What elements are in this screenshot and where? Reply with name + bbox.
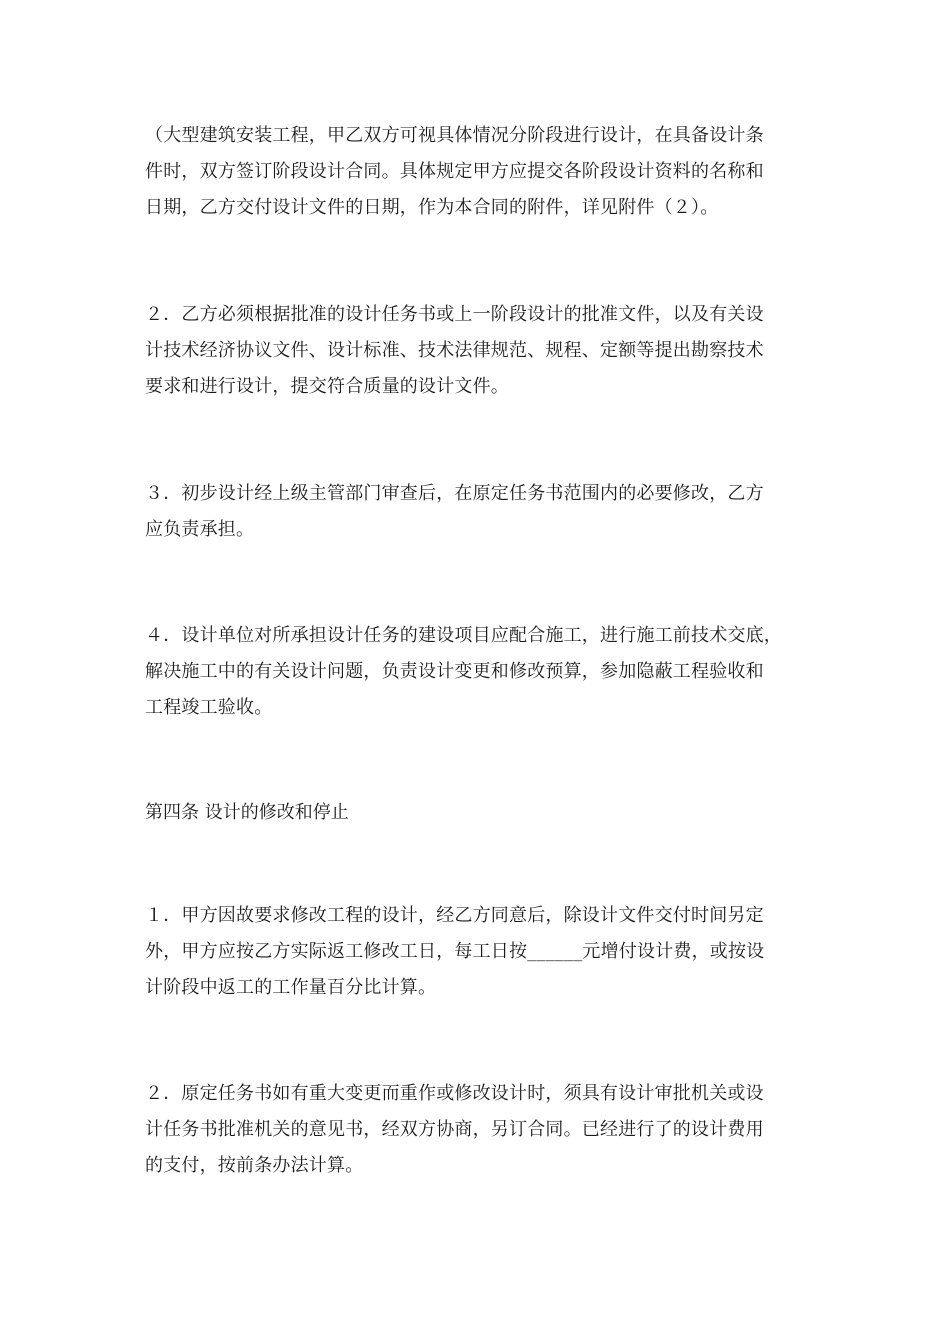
text-line: 计阶段中返工的工作量百分比计算。 bbox=[145, 977, 437, 998]
text-line: ２．乙方必须根据批准的设计任务书或上一阶段设计的批准文件，以及有关设 bbox=[145, 304, 764, 325]
text-line: 计技术经济协议文件、设计标准、技术法律规范、规程、定额等提出勘察技术 bbox=[145, 340, 764, 361]
text-line: 的支付，按前条办法计算。 bbox=[145, 1155, 364, 1176]
text-line: 要求和进行设计，提交符合质量的设计文件。 bbox=[145, 376, 509, 397]
text-line: 应负责承担。 bbox=[145, 519, 255, 540]
paragraph-clause-3 bbox=[145, 476, 815, 548]
paragraph-modification-1 bbox=[145, 898, 815, 1006]
paragraph-modification-2 bbox=[145, 1076, 815, 1184]
section-heading: 第四条 设计的修改和停止 bbox=[145, 802, 349, 823]
text-line: ２．原定任务书如有重大变更而重作或修改设计时，须具有设计审批机关或设 bbox=[145, 1083, 764, 1104]
text-line: 解决施工中的有关设计问题，负责设计变更和修改预算，参加隐蔽工程验收和 bbox=[145, 661, 764, 682]
paragraph-clause-2 bbox=[145, 297, 815, 405]
text-line: 计任务书批准机关的意见书，经双方协商，另订合同。已经进行了的设计费用 bbox=[145, 1119, 764, 1140]
text-line: 件时，双方签订阶段设计合同。具体规定甲方应提交各阶段设计资料的名称和 bbox=[145, 161, 764, 182]
text-line: 工程竣工验收。 bbox=[145, 697, 273, 718]
paragraph-clause-4 bbox=[145, 618, 815, 726]
text-line: １．甲方因故要求修改工程的设计，经乙方同意后，除设计文件交付时间另定 bbox=[145, 905, 764, 926]
paragraph-design-stages bbox=[145, 118, 815, 226]
text-line: （大型建筑安装工程，甲乙双方可视具体情况分阶段进行设计，在具备设计条 bbox=[145, 125, 764, 146]
text-line: ４．设计单位对所承担设计任务的建设项目应配合施工，进行施工前技术交底， bbox=[145, 625, 782, 646]
text-line: ３．初步设计经上级主管部门审查后，在原定任务书范围内的必要修改，乙方 bbox=[145, 483, 764, 504]
text-line: 外，甲方应按乙方实际返工修改工日，每工日按______元增付设计费，或按设 bbox=[145, 941, 765, 962]
text-line: 日期，乙方交付设计文件的日期，作为本合同的附件，详见附件（２）。 bbox=[145, 197, 719, 218]
